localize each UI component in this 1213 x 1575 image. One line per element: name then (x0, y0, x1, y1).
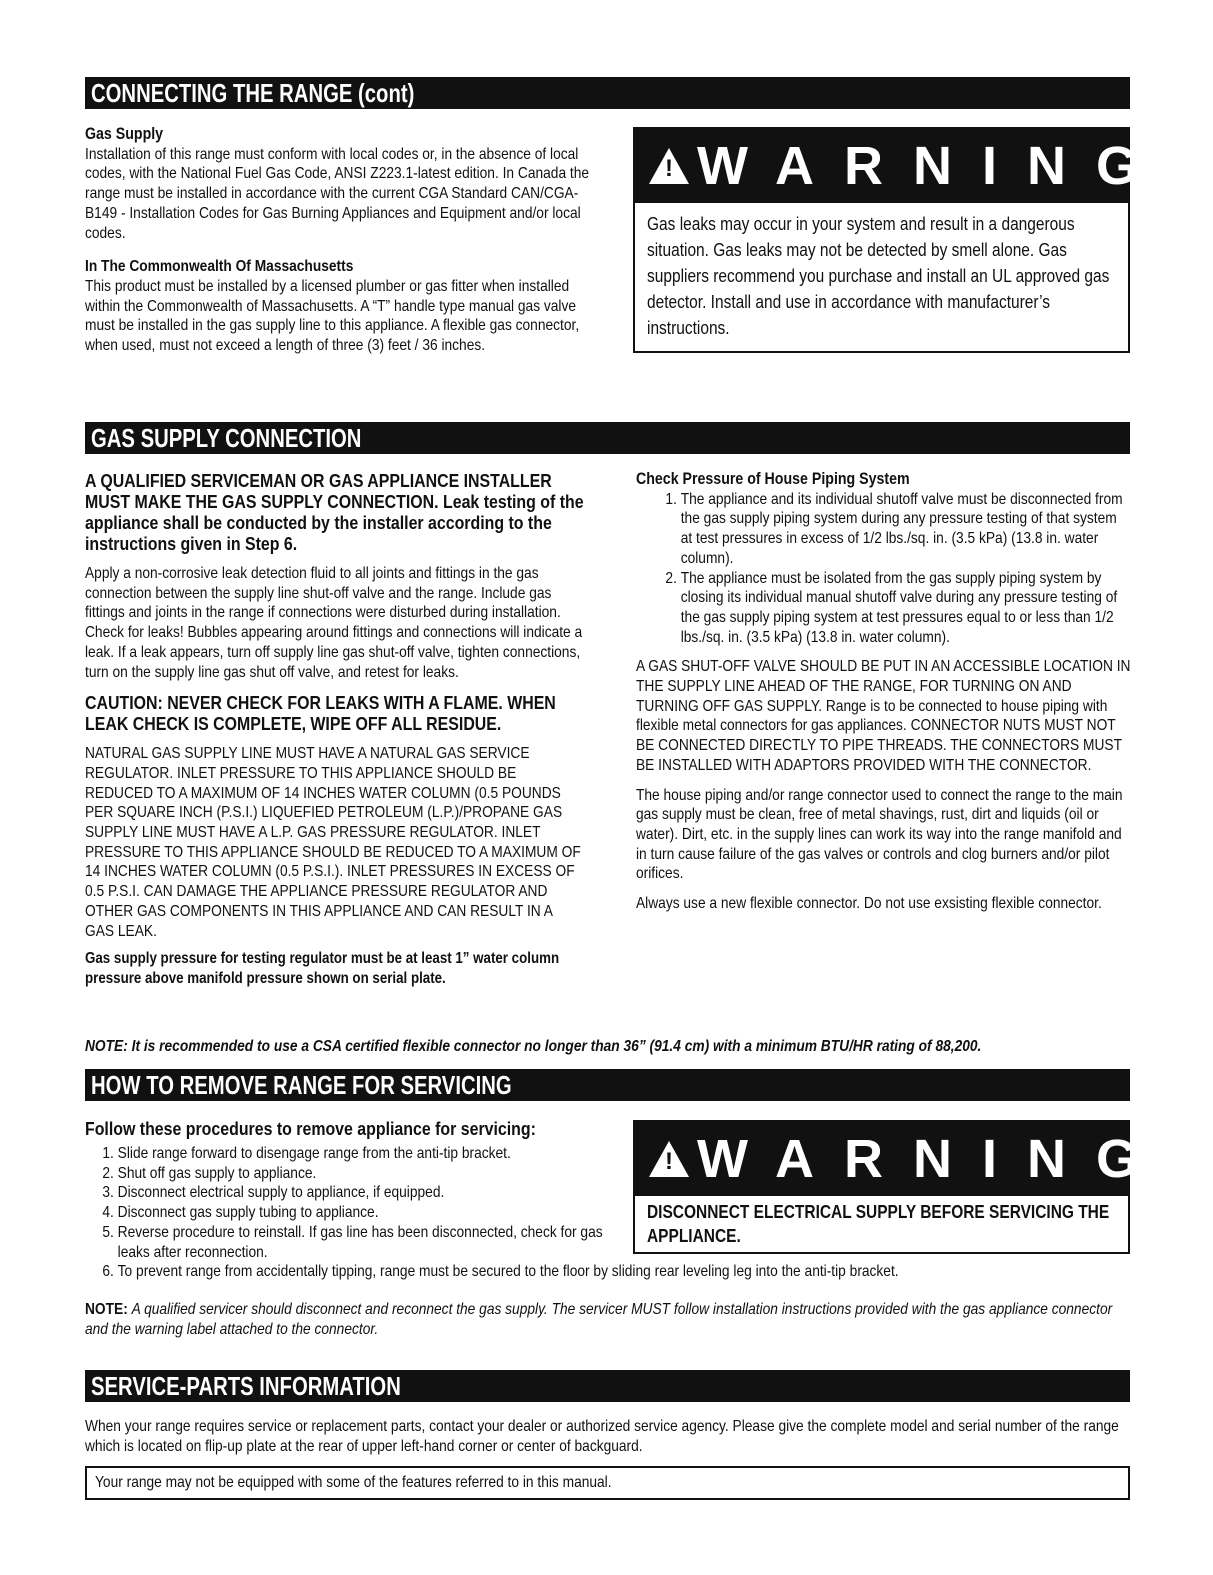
section-header-gas-supply-connection (85, 422, 1130, 454)
leak-testing-text: Apply a non-corrosive leak detection fluid to all joints and fittings in the gas connection between the supply line shut-off valve and the range. Include gas fittings and joints in the range if connections were disturbed during installation. Check for leaks! Bubbles appearing around fittings and connections will indicate a leak. If a leak appears, turn off supply line gas shut-off valve, tighten connections, turn on the supply line gas shut off valve, and retest for leaks. (85, 565, 583, 681)
warning-text-disconnect: DISCONNECT ELECTRICAL SUPPLY BEFORE SERVICING THE APPLIANCE. (647, 1202, 1110, 1246)
shutoff-valve-text: A GAS SHUT-OFF VALVE SHOULD BE PUT IN AN ACCESSIBLE LOCATION IN THE SUPPLY LINE AHEAD OF THE RANGE, FOR TURNING ON AND TURNING OFF GAS SUPPLY. Range is to be connected to house piping with flexible metal connectors for gas appliances. CONNECTOR NUTS MUST NOT BE CONNECTED DIRECTLY TO PIPE THREADS. THE CONNECTORS MUST BE INSTALLED WITH ADAPTORS PROVIDED WITH THE CONNECTOR. (636, 658, 1131, 774)
remove-step: 3. Disconnect electrical supply to appliance, if equipped. (118, 1183, 621, 1203)
servicer-note-text: A qualified servicer should disconnect and reconnect the gas supply. The servicer MUST follow installation instructions provided with the gas appliance connector and the warning label attached to the connector. (85, 1301, 1113, 1338)
check-pressure-title: Check Pressure of House Piping System (636, 470, 910, 488)
servicer-note (85, 1300, 1130, 1339)
remove-step: 6. To prevent range from accidentally tipping, range must be secured to the floor by sliding rear leveling leg into the anti-tip bracket. (118, 1262, 1130, 1282)
remove-step: 2. Shut off gas supply to appliance. (118, 1164, 621, 1184)
warning-header (635, 1122, 1168, 1196)
servicer-note-label: NOTE: (85, 1301, 128, 1318)
gas-supply-right-column (636, 470, 1131, 914)
remove-step: 5. Reverse procedure to reinstall. If gas line has been disconnected, check for gas leaks after reconnection. (118, 1223, 621, 1262)
gas-supply-section (85, 125, 645, 356)
gas-supply-text: Installation of this range must conform with local codes or, in the absence of local codes, with the National Fuel Gas Code, ANSI Z223.1-latest edition. In Canada the range must be installed in accordance with the current CGA Standard CAN/CGA-B149 - Installation Codes for Gas Burning Appliances and Equipment and/or local codes. (85, 145, 590, 242)
check-pressure-list (636, 490, 1131, 648)
section-header-connecting (85, 77, 1130, 109)
house-piping-text: The house piping and/or range connector used to connect the range to the main gas supply must be clean, free of metal shavings, rust, dirt and liquids (oil or water). Dirt, etc. in the supply lines can work its way into the range manifold and in turn cause failure of the gas valves or controls and clog burners and/or pilot orifices. (636, 786, 1123, 883)
gas-supply-title: Gas Supply (85, 125, 164, 143)
gas-supply-left-column (85, 470, 595, 989)
csa-note-text: NOTE: It is recommended to use a CSA certified flexible connector no longer than 36” (91.4 cm) with a minimum BTU/HR rating of 88,200. (85, 1038, 982, 1055)
section-header-label: CONNECTING THE RANGE (cont) (91, 78, 415, 108)
warning-box-disconnect (633, 1120, 1168, 1254)
warning-word: WARNING (697, 1129, 1168, 1189)
pressure-test-text: Gas supply pressure for testing regulator must be at least 1” water column pressure above manifold pressure shown on serial plate. (85, 950, 560, 987)
new-connector-text: Always use a new flexible connector. Do not use exsisting flexible connector. (636, 895, 1102, 913)
warning-word: WARNING (697, 136, 1168, 196)
massachusetts-text: This product must be installed by a licensed plumber or gas fitter when installed within the Commonwealth of Massachusetts. A “T” handle type manual gas valve must be installed in the gas supply line to this appliance. A flexible gas connector, when used, must not exceed a length of three (3) feet / 36 inches. (85, 277, 580, 355)
section-header-label: GAS SUPPLY CONNECTION (91, 423, 362, 453)
warning-text-gas-leaks: Gas leaks may occur in your system and result in a dangerous situation. Gas leaks may not be detected by smell alone. Gas suppliers recommend you purchase and install an UL approved gas detector. Install and use in accordance with manufacturer’s instructions. (647, 214, 1110, 338)
features-note-text: Your range may not be equipped with some of the features referred to in this manual. (95, 1474, 612, 1491)
check-pressure-item: 1. The appliance and its individual shutoff valve must be disconnected from the gas supply piping system during any pressure testing of that system at test pressures in excess of 1/2 lbs./sq. in. (3.5 kPa) (13.8 in. water column). (681, 490, 1131, 569)
section-header-label: HOW TO REMOVE RANGE FOR SERVICING (91, 1070, 512, 1100)
warning-header (635, 129, 1168, 203)
section-header-remove-range (85, 1069, 1130, 1101)
caution-text: CAUTION: NEVER CHECK FOR LEAKS WITH A FLAME. WHEN LEAK CHECK IS COMPLETE, WIPE OFF ALL RESIDUE. (85, 692, 556, 735)
check-pressure-item: 2. The appliance must be isolated from the gas supply piping system by closing its individual manual shutoff valve during any pressure testing of the gas supply piping system at test pressures equal to or less than 1/2 lbs./sq. in. (3.5 kPa) (13.8 in. water column). (681, 569, 1131, 648)
installer-intro: A QUALIFIED SERVICEMAN OR GAS APPLIANCE INSTALLER MUST MAKE THE GAS SUPPLY CONNECTION. Leak testing of the appliance shall be conducted by the installer according to the instructions given in Step 6. (85, 470, 584, 554)
regulator-text: NATURAL GAS SUPPLY LINE MUST HAVE A NATURAL GAS SERVICE REGULATOR. INLET PRESSURE TO THIS APPLIANCE SHOULD BE REDUCED TO A MAXIMUM OF 14 INCHES WATER COLUMN (0.5 POUNDS PER SQUARE INCH (P.S.I.) LIQUEFIED PETROLEUM (L.P.)/PROPANE GAS SUPPLY LINE MUST HAVE A L.P. GAS PRESSURE REGULATOR. INLET PRESSURE TO THIS APPLIANCE SHOULD BE REDUCED TO A MAXIMUM OF 14 INCHES WATER COLUMN (0.5 P.S.I.). INLET PRESSURES IN EXCESS OF 0.5 P.S.I. CAN DAMAGE THE APPLIANCE PRESSURE REGULATOR AND OTHER GAS COMPONENTS IN THIS APPLIANCE AND CAN RESULT IN A GAS LEAK. (85, 745, 581, 940)
remove-step: 4. Disconnect gas supply tubing to appliance. (118, 1203, 621, 1223)
remove-intro: Follow these procedures to remove appliance for servicing: (85, 1118, 536, 1139)
warning-triangle-icon: ! (649, 148, 689, 184)
csa-note (85, 1037, 1135, 1057)
service-parts-section (85, 1417, 1130, 1456)
section-header-label: SERVICE-PARTS INFORMATION (91, 1371, 401, 1401)
remove-step: 1. Slide range forward to disengage range from the anti-tip bracket. (118, 1144, 621, 1164)
warning-box-gas-leaks (633, 127, 1168, 353)
service-parts-text: When your range requires service or replacement parts, contact your dealer or authorized service agency. Please give the complete model and serial number of the range which is located on flip-up plate at the rear of upper left-hand corner or center of backguard. (85, 1418, 1119, 1455)
massachusetts-title: In The Commonwealth Of Massachusetts (85, 258, 354, 276)
section-header-service-parts (85, 1370, 1130, 1402)
warning-triangle-icon: ! (649, 1141, 689, 1177)
features-note-box (85, 1466, 1130, 1500)
